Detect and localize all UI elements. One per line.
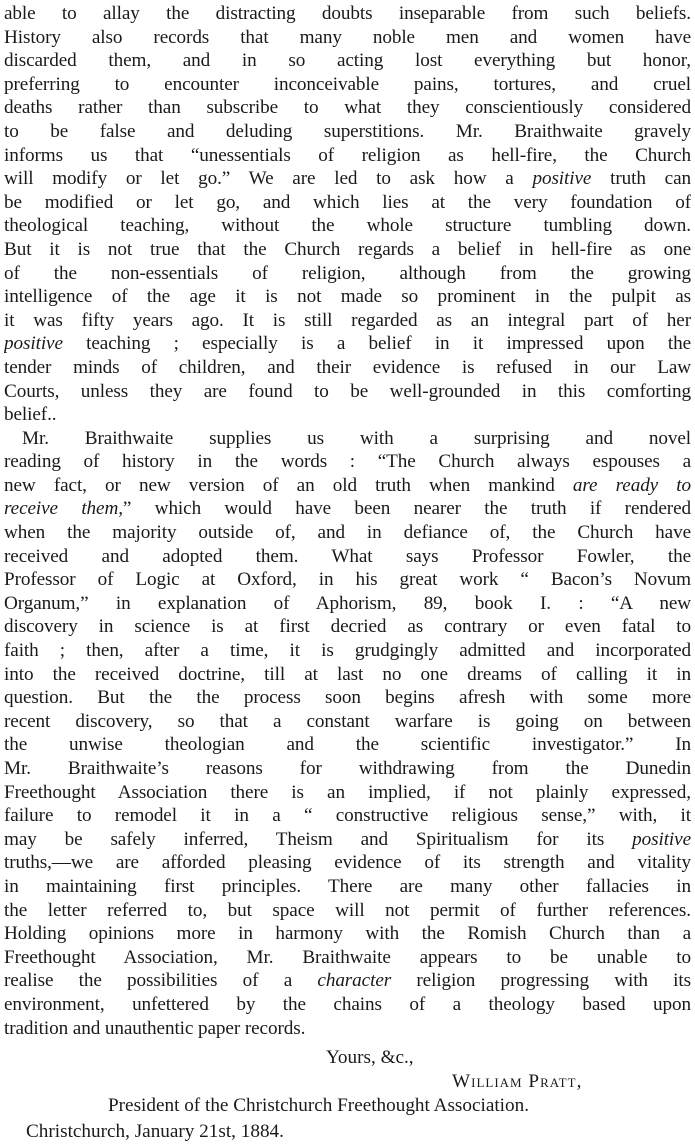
text-line: the unwise theologian and the scientific investigator.” In	[4, 734, 691, 756]
text-line: of the non-essentials of religion, although from the growing	[4, 262, 691, 284]
letter-closing: Yours, &c.,	[326, 1047, 414, 1069]
text-line: preferring to encounter inconceivable pains, tortures, and cruel	[4, 73, 691, 95]
italic-word: positive	[532, 168, 592, 190]
italic-word: character	[317, 970, 392, 992]
text-line: realise the possibilities of a character religion progressing with its	[4, 970, 691, 992]
text-line: Mr. Braithwaite supplies us with a surprising and novel	[22, 427, 691, 449]
text-line: question. But the the process soon begins afresh with some more	[4, 687, 691, 709]
text-line: into the received doctrine, till at last no one dreams of calling it in	[4, 663, 691, 685]
text-line: History also records that many noble men and women have	[4, 26, 691, 48]
text-line: Holding opinions more in harmony with the Romish Church than a	[4, 923, 691, 945]
text-line: deaths rather than subscribe to what they conscientiously considered	[4, 97, 691, 119]
italic-word: positive	[632, 828, 691, 850]
text-line: received and adopted them. What says Professor Fowler, the	[4, 545, 691, 567]
text-line: Professor of Logic at Oxford, in his great work “ Bacon’s Novum	[4, 569, 691, 591]
letter-body	[4, 2, 691, 1040]
text-line: to be false and deluding superstitions. Mr. Braithwaite gravely	[4, 120, 691, 142]
text-line: recent discovery, so that a constant warfare is going on between	[4, 710, 691, 732]
text-line: the letter referred to, but space will not permit of further references.	[4, 899, 691, 921]
text-line: But it is not true that the Church regards a belief in hell-fire as one	[4, 238, 691, 260]
text-line: when the majority outside of, and in defiance of, the Church have	[4, 522, 691, 544]
text-line: truths,—we are afforded pleasing evidence of its strength and vitality	[4, 852, 691, 874]
text-line: failure to remodel it in a “ constructive religious sense,” with, it	[4, 805, 691, 827]
text-line: receive them,” which would have been nearer the truth if rendered	[4, 498, 691, 520]
signatory-title: President of the Christchurch Freethought Association.	[108, 1095, 529, 1117]
text-line: will modify or let go.” We are led to ask how a positive truth can	[4, 168, 691, 190]
text-line: new fact, or new version of an old truth when mankind are ready to	[4, 474, 691, 496]
text-line: positive teaching ; especially is a belief in it impressed upon the	[4, 333, 691, 355]
text-line: discarded them, and in so acting lost everything but honor,	[4, 50, 691, 72]
text-line: informs us that “unessentials of religion as hell-fire, the Church	[4, 144, 691, 166]
text-line: in maintaining first principles. There are many other fallacies in	[4, 875, 691, 897]
text-line: Freethought Association, Mr. Braithwaite appears to be unable to	[4, 946, 691, 968]
text-line: faith ; then, after a time, it is grudgingly admitted and incorporated	[4, 640, 691, 662]
italic-phrase: receive them,	[4, 498, 123, 520]
text-line: discovery in science is at first decried as contrary or even fatal to	[4, 616, 691, 638]
text-line: Freethought Association there is an implied, if not plainly expressed,	[4, 781, 691, 803]
text-line: it was fifty years ago. It is still regarded as an integral part of her	[4, 309, 691, 331]
text-line: Mr. Braithwaite’s reasons for withdrawing from the Dunedin	[4, 758, 691, 779]
text-line: tradition and unauthentic paper records.	[4, 1017, 306, 1039]
italic-phrase: are ready to	[572, 474, 691, 496]
text-line: reading of history in the words : “The Church always espouses a	[4, 451, 691, 473]
text-line: belief..	[4, 404, 57, 426]
text-line: Organum,” in explanation of Aphorism, 89, book I. : “A new	[4, 592, 691, 614]
text-line: environment, unfettered by the chains of a theology based upon	[4, 993, 691, 1015]
text-line: theological teaching, without the whole structure tumbling down.	[4, 215, 691, 237]
text-line: tender minds of children, and their evidence is refused in our Law	[4, 356, 691, 378]
text-line: intelligence of the age it is not made so prominent in the pulpit as	[4, 286, 691, 308]
text-line: able to allay the distracting doubts inseparable from such beliefs.	[4, 3, 691, 24]
text-line: Courts, unless they are found to be well-grounded in this comforting	[4, 380, 691, 402]
place-and-date: Christchurch, January 21st, 1884.	[26, 1121, 284, 1143]
text-line: be modified or let go, and which lies at the very foundation of	[4, 191, 691, 213]
text-line: may be safely inferred, Theism and Spiritualism for its positive	[4, 828, 691, 850]
signatory-name: William Pratt,	[452, 1071, 583, 1093]
italic-word: positive	[4, 333, 63, 355]
